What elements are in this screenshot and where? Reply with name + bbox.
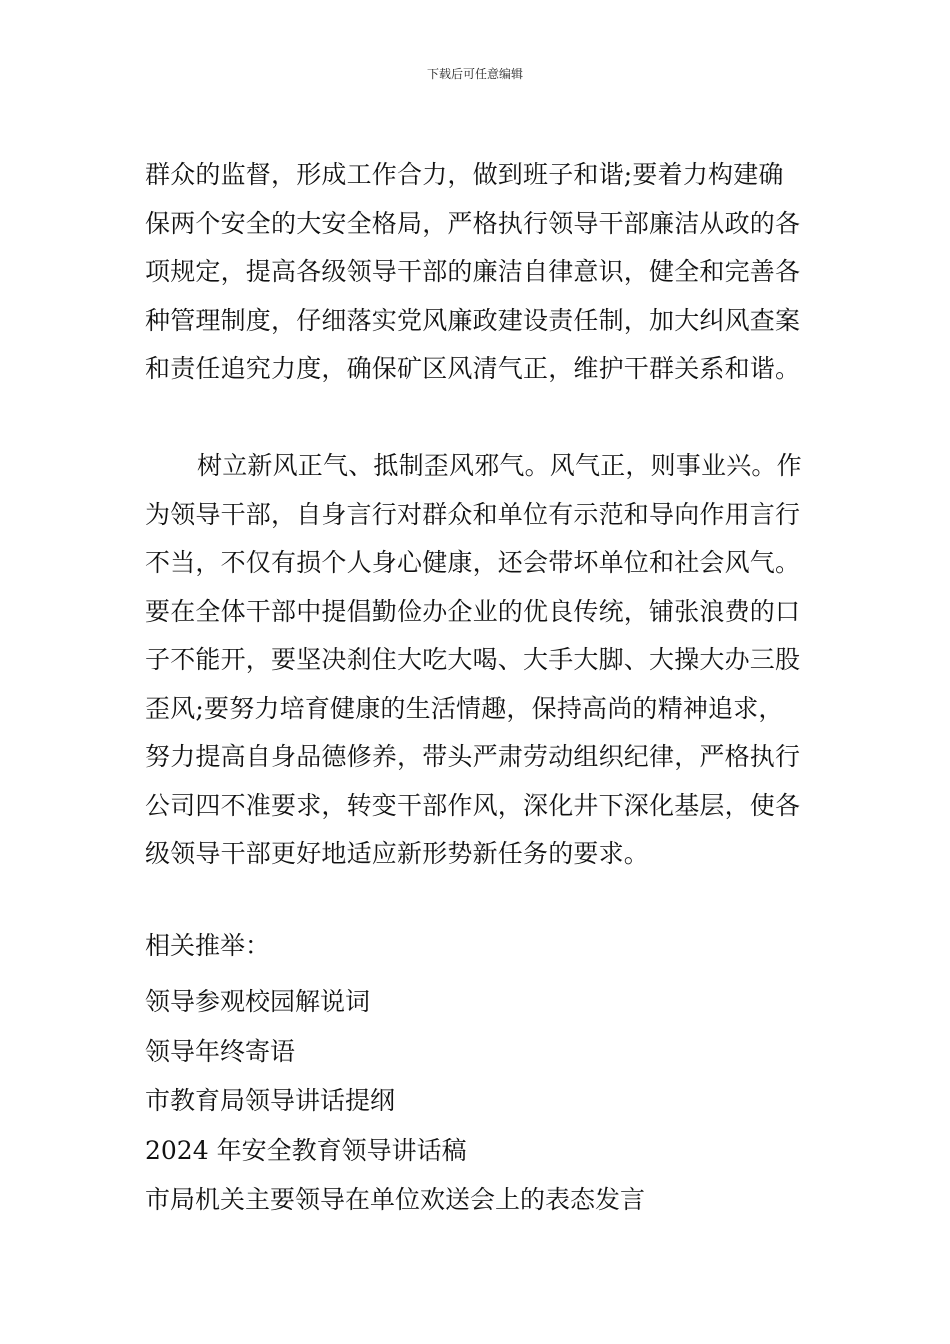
body-paragraph: 群众的监督，形成工作合力，做到班子和谐;要着力构建确保两个安全的大安全格局，严格执行领导干部廉洁从政的各项规定，提高各级领导干部的廉洁自律意识，健全和完善各种管理制度，仔细落实党风廉政建设责任制，加大纠风查案和责任追究力度，确保矿区风清气正，维护干群关系和谐。	[145, 160, 801, 383]
related-link[interactable]: 市教育局领导讲话提纲	[145, 1086, 396, 1115]
related-link[interactable]: 市局机关主要领导在单位欢送会上的表态发言	[145, 1185, 646, 1214]
related-link[interactable]: 2024 年安全教育领导讲话稿	[145, 1135, 467, 1165]
related-list	[145, 977, 645, 1225]
related-link[interactable]: 领导参观校园解说词	[145, 987, 371, 1016]
related-title: 相关推举：	[145, 931, 271, 960]
body-paragraph: 树立新风正气、抵制歪风邪气。风气正，则事业兴。作为领导干部，自身言行对群众和单位有示范和导向作用言行不当，不仅有损个人身心健康，还会带坏单位和社会风气。要在全体干部中提倡勤俭办企业的优良传统，铺张浪费的口子不能开，要坚决刹住大吃大喝、大手大脚、大操大办三股歪风;要努力培育健康的生活情趣，保持高尚的精神追求，努力提高自身品德修养，带头严肃劳动组织纪律，严格执行公司四不准要求，转变干部作风，深化井下深化基层，使各级领导干部更好地适应新形势新任务的要求。	[145, 451, 802, 868]
related-link[interactable]: 领导年终寄语	[145, 1036, 296, 1066]
page-header: 下载后可任意编辑	[426, 67, 523, 81]
